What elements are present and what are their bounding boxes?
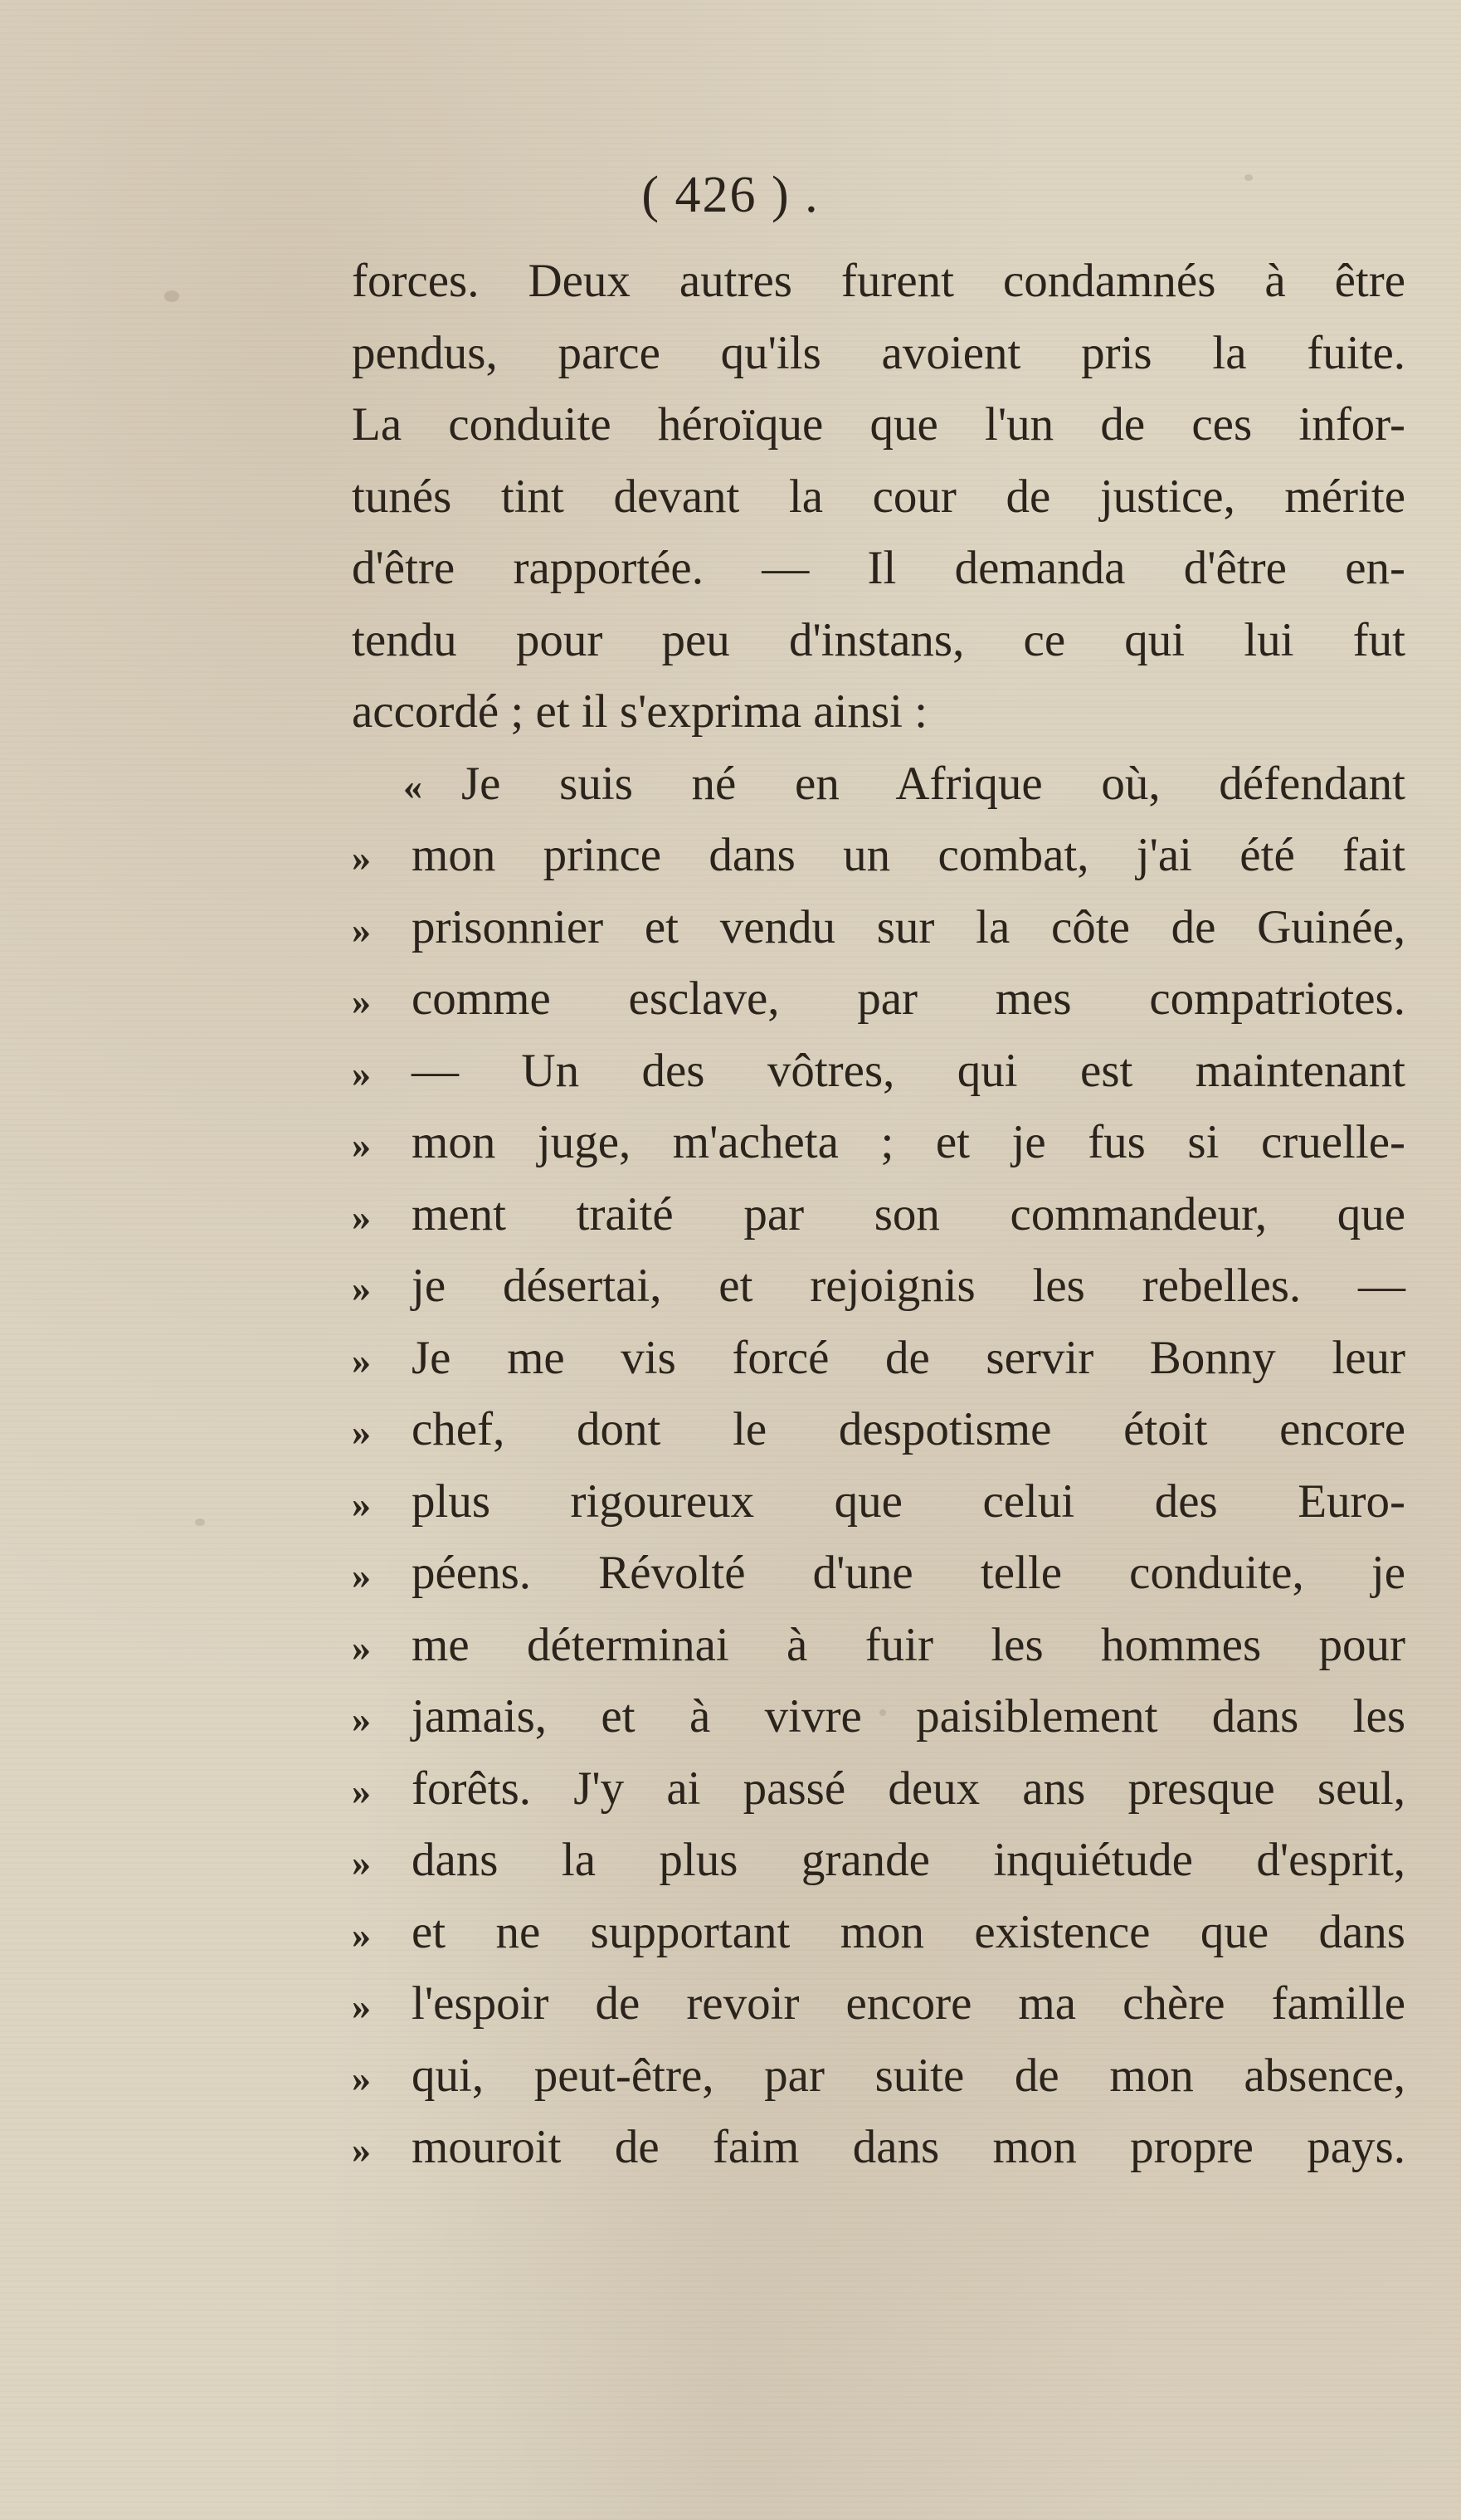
speech-text: mon prince dans un combat, j'ai été fait (412, 829, 1405, 881)
continuation-quote-mark: » (352, 1051, 371, 1094)
speech-line (352, 1538, 1405, 1610)
speech-text: comme esclave, par mes compatriotes. (412, 972, 1405, 1025)
speech-line (352, 1610, 1405, 1682)
paragraph-line: tendu pour peu d'instans, ce qui lui fut (352, 613, 1405, 666)
continuation-quote-mark: » (352, 980, 371, 1022)
speech-line (352, 1968, 1405, 2040)
open-quote-mark: « (403, 764, 422, 807)
speech-text: Je me vis forcé de servir Bonny leur (412, 1331, 1405, 1384)
paragraph-line: d'être rapportée. — Il demanda d'être en- (352, 542, 1405, 594)
speech-text: prisonnier et vendu sur la côte de Guinée, (412, 900, 1405, 953)
speech-line (352, 748, 1405, 821)
speech-text: Je suis né en Afrique où, défendant (461, 757, 1405, 810)
speech-line (352, 820, 1405, 892)
speech-line (352, 1466, 1405, 1538)
paragraph-line: tunés tint devant la cour de justice, mérite (352, 470, 1405, 523)
speech-line (352, 892, 1405, 964)
continuation-quote-mark: » (352, 1913, 371, 1956)
speech-line (352, 963, 1405, 1036)
speech-text: jamais, et à vivre paisiblement dans les (412, 1690, 1405, 1743)
paragraph-line: pendus, parce qu'ils avoient pris la fuite. (352, 326, 1405, 379)
speech-text: qui, peut-être, par suite de mon absence, (412, 2049, 1405, 2102)
speech-line (352, 1825, 1405, 1897)
continuation-quote-mark: » (352, 1411, 371, 1453)
speech-text: chef, dont le despotisme étoit encore (412, 1403, 1405, 1455)
continuation-quote-mark: » (352, 2128, 371, 2171)
speech-line (352, 1036, 1405, 1108)
speech-line (352, 2112, 1405, 2184)
continuation-quote-mark: » (352, 1124, 371, 1166)
continuation-quote-mark: » (352, 1482, 371, 1525)
speech-line (352, 1681, 1405, 1753)
speech-text: péens. Révolté d'une telle conduite, je (412, 1547, 1405, 1599)
speech-text: mon juge, m'acheta ; et je fus si cruelle- (412, 1116, 1405, 1168)
continuation-quote-mark: » (352, 1195, 371, 1238)
continuation-quote-mark: » (352, 1698, 371, 1740)
page-number: ( 426 ) . (641, 167, 820, 223)
continuation-quote-mark: » (352, 1338, 371, 1382)
continuation-quote-mark: » (352, 1769, 371, 1812)
paper-spot (195, 1518, 205, 1526)
text-block (352, 246, 1405, 2184)
paragraph-line: accordé ; et il s'exprima ainsi : (352, 685, 928, 738)
paragraph-line: forces. Deux autres furent condamnés à être (352, 255, 1405, 307)
speech-text: me déterminai à fuir les hommes pour (412, 1618, 1405, 1671)
continuation-quote-mark: » (352, 1841, 371, 1884)
paragraph-line: La conduite héroïque que l'un de ces infor- (352, 398, 1405, 451)
speech-text: l'espoir de revoir encore ma chère famille (412, 1977, 1405, 2030)
speech-line (352, 1250, 1405, 1323)
continuation-quote-mark: » (352, 2056, 371, 2099)
speech-text: — Un des vôtres, qui est maintenant (412, 1044, 1405, 1097)
paper-spot (164, 290, 179, 302)
speech-text: mouroit de faim dans mon propre pays. (412, 2121, 1405, 2173)
speech-line (352, 1753, 1405, 1825)
speech-line (352, 1323, 1405, 1395)
speech-text: plus rigoureux que celui des Euro- (412, 1474, 1405, 1528)
continuation-quote-mark: » (352, 1626, 371, 1669)
speech-text: dans la plus grande inquiétude d'esprit, (412, 1834, 1405, 1886)
speech-line (352, 1107, 1405, 1179)
speech-line (352, 2040, 1405, 2113)
speech-text: ment traité par son commandeur, que (412, 1187, 1405, 1241)
continuation-quote-mark: » (352, 1985, 371, 2027)
continuation-quote-mark: » (352, 908, 371, 951)
speech-text: je désertai, et rejoignis les rebelles. — (412, 1260, 1405, 1312)
speech-line (352, 1897, 1405, 1969)
continuation-quote-mark: » (352, 1554, 371, 1596)
speech-text: forêts. J'y ai passé deux ans presque seul, (412, 1762, 1405, 1815)
continuation-quote-mark: » (352, 1267, 371, 1309)
continuation-quote-mark: » (352, 836, 371, 879)
speech-text: et ne supportant mon existence que dans (412, 1905, 1405, 1958)
speech-line (352, 1179, 1405, 1251)
speech-line (352, 1394, 1405, 1466)
